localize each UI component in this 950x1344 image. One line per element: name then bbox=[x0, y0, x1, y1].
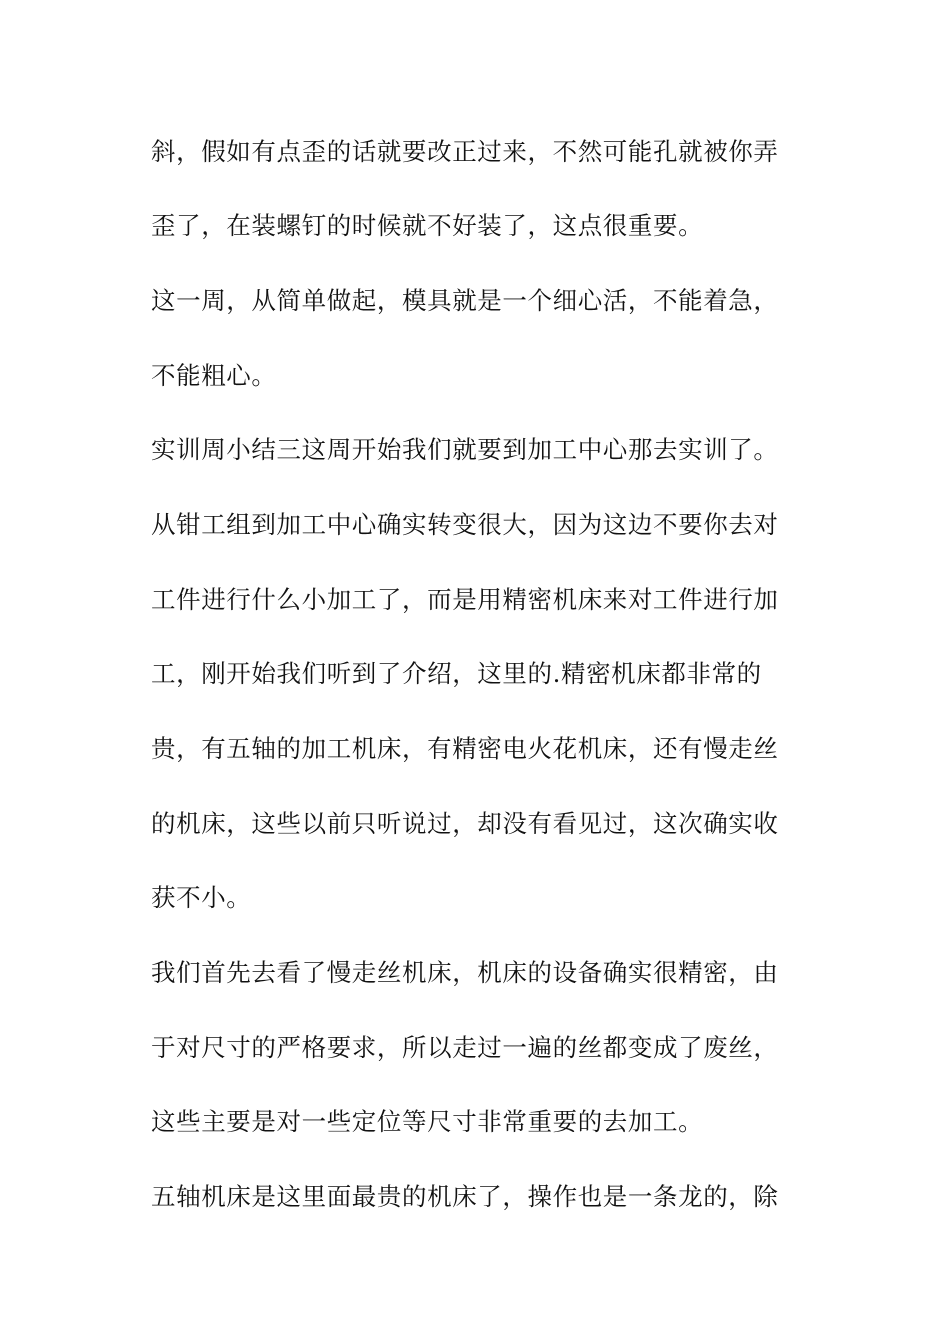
text-line-7: 工件进行什么小加工了，而是用精密机床来对工件进行加 bbox=[151, 585, 779, 614]
text-line-8: 工，刚开始我们听到了介绍，这里的.精密机床都非常的 bbox=[151, 659, 762, 688]
text-line-10: 的机床，这些以前只听说过，却没有看见过，这次确实收 bbox=[151, 809, 779, 838]
text-line-12: 我们首先去看了慢走丝机床，机床的设备确实很精密，由 bbox=[151, 958, 779, 987]
text-line-9: 贵，有五轴的加工机床，有精密电火花机床，还有慢走丝 bbox=[151, 734, 779, 763]
text-line-3: 这一周，从简单做起，模具就是一个细心活，不能着急， bbox=[151, 286, 779, 315]
text-line-15: 五轴机床是这里面最贵的机床了，操作也是一条龙的，除 bbox=[151, 1182, 779, 1211]
text-line-5: 实训周小结三这周开始我们就要到加工中心那去实训了。 bbox=[151, 435, 779, 464]
text-line-4: 不能粗心。 bbox=[151, 361, 277, 390]
text-line-1: 斜，假如有点歪的话就要改正过来，不然可能孔就被你弄 bbox=[151, 137, 779, 166]
text-line-11: 获不小。 bbox=[151, 883, 252, 912]
text-line-14: 这些主要是对一些定位等尺寸非常重要的去加工。 bbox=[151, 1107, 704, 1136]
text-line-2: 歪了，在装螺钉的时候就不好装了，这点很重要。 bbox=[151, 211, 704, 240]
text-line-13: 于对尺寸的严格要求，所以走过一遍的丝都变成了废丝， bbox=[151, 1033, 779, 1062]
text-line-6: 从钳工组到加工中心确实转变很大，因为这边不要你去对 bbox=[151, 510, 779, 539]
